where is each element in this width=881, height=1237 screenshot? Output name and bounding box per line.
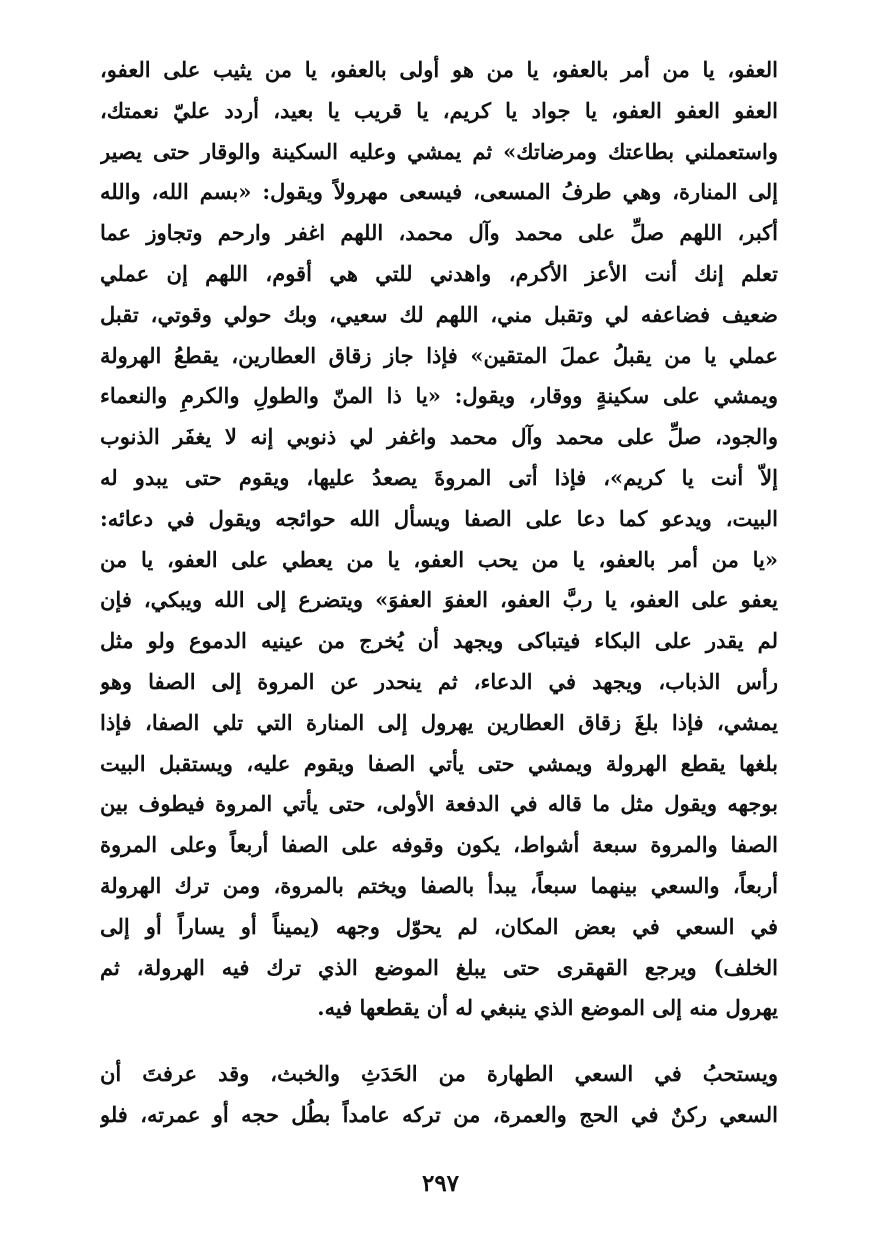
text-line: أربعاً، والسعي بينهما سبعاً، يبدأ بالصفا ويختم بالمروة، ومن ترك الهرولة (100, 872, 778, 898)
text-line: رأس الذباب، ويجهد في الدعاء، ثم ينحدر عن المروة إلى الصفا وهو (100, 668, 778, 694)
text-line: ضعيف فضاعفه لي وتقبل مني، اللهم لك سعيي، وبك حولي وقوتي، تقبل (100, 301, 778, 327)
text-line-last: يهرول منه إلى الموضع الذي ينبغي له أن يقطعها فيه. (317, 995, 778, 1021)
text-line: السعي ركنٌ في الحج والعمرة، من تركه عامداً بطُل حجه أو عمرته، فلو (100, 1101, 778, 1127)
text-line: ويمشي على سكينةٍ ووقار، ويقول: «يا ذا المنّ والطولِ والكرمِ والنعماء (100, 383, 778, 409)
text-line: في السعي في بعض المكان، لم يحوّل وجهه (يميناً أو يساراً أو إلى (100, 913, 778, 939)
second-paragraph (100, 1054, 778, 1136)
text-line: بلغها يقطع الهرولة ويمشي حتى يأتي الصفا ويقوم عليه، ويستقبل البيت (100, 750, 778, 776)
text-line: أكبر، اللهم صلِّ على محمد وآل محمد، اللهم اغفر وارحم وتجاوز عما (100, 220, 778, 246)
page-number: ٢٩٧ (421, 1170, 460, 1197)
text-line: إلاّ أنت يا كريم»، فإذا أتى المروةَ يصعدُ عليها، ويقوم حتى يبدو له (100, 464, 778, 490)
text-line: واستعملني بطاعتك ومرضاتك» ثم يمشي وعليه السكينة والوقار حتى يصير (100, 138, 778, 164)
text-line: عملي يا من يقبلُ عملَ المتقين» فإذا جاز زقاق العطارين، يقطعُ الهرولة (100, 342, 778, 368)
text-line: الصفا والمروة سبعة أشواط، يكون وقوفه على الصفا أربعاً وعلى المروة (100, 832, 778, 858)
main-paragraph (100, 50, 778, 1029)
text-line: البيت، ويدعو كما دعا على الصفا ويسأل الله حوائجه ويقول في دعائه: (100, 505, 778, 531)
text-line: تعلم إنك أنت الأعز الأكرم، واهدني للتي هي أقوم، اللهم إن عملي (100, 260, 778, 286)
text-line: العفو العفو العفو، يا جواد يا كريم، يا قريب يا بعيد، أردد عليّ نعمتك، (100, 97, 778, 123)
text-line: «يا من أمر بالعفو، يا من يحب العفو، يا من يعطي على العفو، يا من (100, 546, 778, 572)
text-line: العفو، يا من أمر بالعفو، يا من هو أولى بالعفو، يا من يثيب على العفو، (100, 57, 778, 82)
text-line: لم يقدر على البكاء فيتباكى ويجهد أن يُخرج من عينيه الدموع ولو مثل (100, 628, 778, 654)
text-line: بوجهه ويقول مثل ما قاله في الدفعة الأولى، حتى يأتي المروة فيطوف بين (100, 791, 778, 817)
text-line: إلى المنارة، وهي طرفُ المسعى، فيسعى مهرولاً ويقول: «بسم الله، والله (100, 179, 778, 205)
text-line: الخلف) ويرجع القهقرى حتى يبلغ الموضع الذي ترك فيه الهرولة، ثم (100, 954, 778, 980)
text-line: يمشي، فإذا بلغَ زقاق العطارين يهرول إلى المنارة التي تلي الصفا، فإذا (100, 709, 778, 735)
text-line: يعفو على العفو، يا ربَّ العفو، العفوَ العفوَ» ويتضرع إلى الله ويبكي، فإن (100, 587, 778, 613)
text-line: والجود، صلِّ على محمد وآل محمد واغفر لي ذنوبي إنه لا يغفَر الذنوب (100, 424, 778, 450)
text-line: ويستحبُ في السعي الطهارة من الحَدَثِ والخبث، وقد عرفتَ أن (100, 1061, 778, 1086)
